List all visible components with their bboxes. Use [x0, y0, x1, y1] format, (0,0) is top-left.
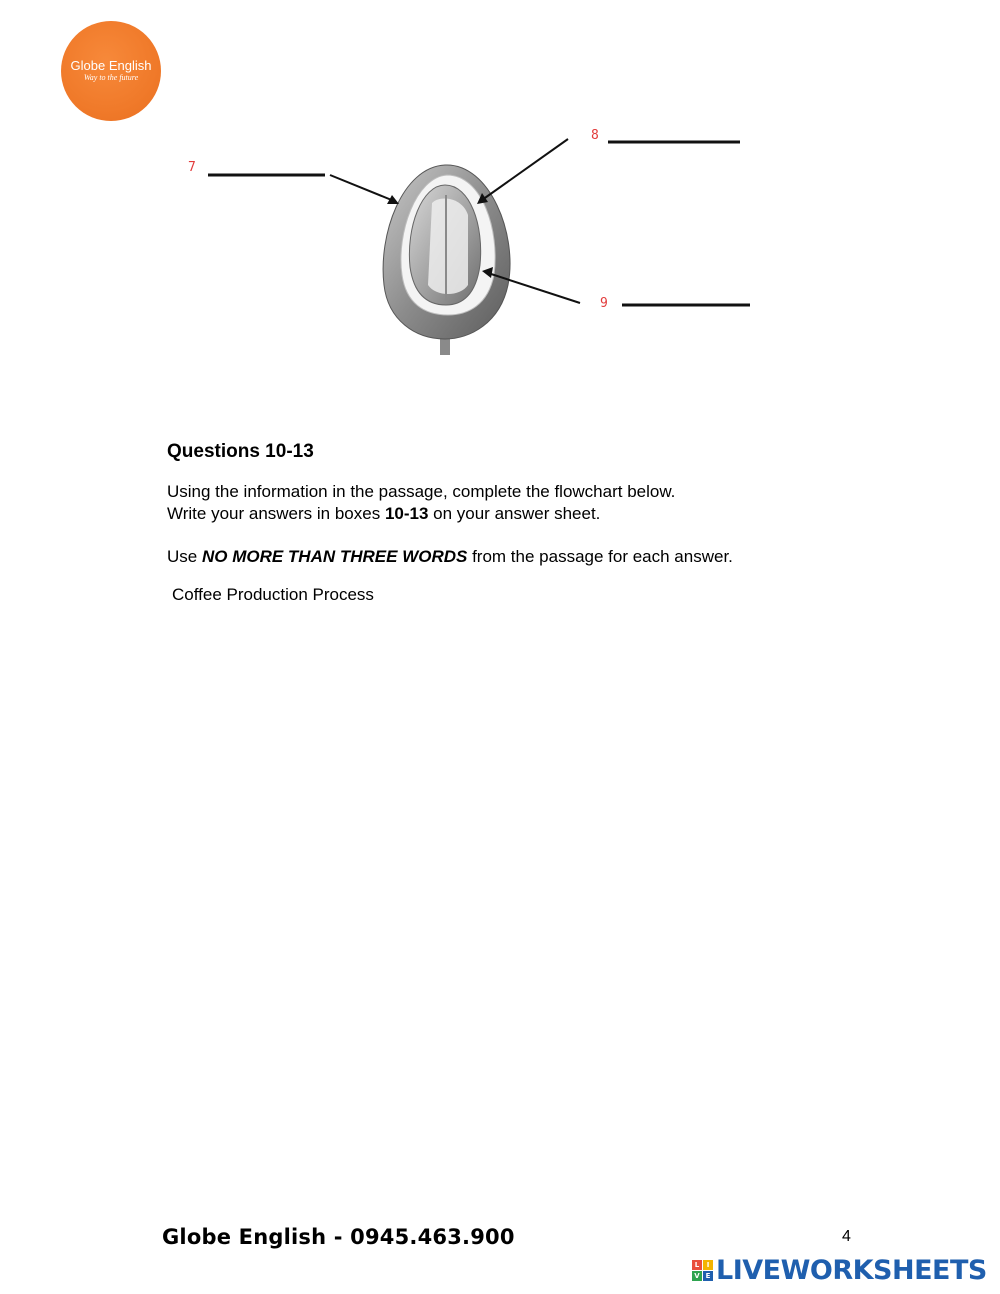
- block-i: I: [703, 1260, 713, 1270]
- globe-english-logo: [61, 21, 161, 121]
- instruction-line-1: Using the information in the passage, complete the flowchart below.: [167, 482, 676, 501]
- arrow-7: [330, 175, 394, 201]
- instruction-line-3: [167, 546, 733, 568]
- label-9: 9: [600, 296, 608, 311]
- flowchart-caption: Coffee Production Process: [172, 585, 374, 604]
- instruction-line-3-start: Use: [167, 547, 202, 566]
- liveworksheets-icon: [692, 1260, 713, 1281]
- instruction-line-2-end: on your answer sheet.: [428, 504, 601, 523]
- instruction-line-2: [167, 503, 600, 525]
- coffee-cherry-diagram: [170, 125, 770, 365]
- answer-box-range: 10-13: [384, 504, 429, 523]
- page-number: 4: [842, 1228, 851, 1245]
- instruction-line-2-start: Write your answers in boxes: [167, 504, 385, 523]
- instruction-line-3-end: from the passage for each answer.: [467, 547, 733, 566]
- bean-parchment: [428, 199, 468, 294]
- label-7: 7: [188, 160, 196, 175]
- arrow-8: [482, 139, 568, 200]
- word-limit: NO MORE THAN THREE WORDS: [201, 547, 468, 566]
- questions-heading: Questions 10-13: [167, 441, 314, 462]
- logo-tagline: Way to the future: [83, 73, 139, 82]
- block-e: E: [703, 1271, 713, 1281]
- logo-brand: Globe English: [70, 58, 152, 73]
- label-8: 8: [591, 128, 599, 143]
- block-v: V: [692, 1271, 702, 1281]
- liveworksheets-text: LIVEWORKSHEETS: [716, 1254, 987, 1286]
- footer-contact: Globe English - 0945.463.900: [162, 1225, 515, 1249]
- block-l: L: [692, 1260, 702, 1270]
- coffee-cherry-illustration: [170, 125, 770, 365]
- liveworksheets-watermark: [692, 1255, 987, 1285]
